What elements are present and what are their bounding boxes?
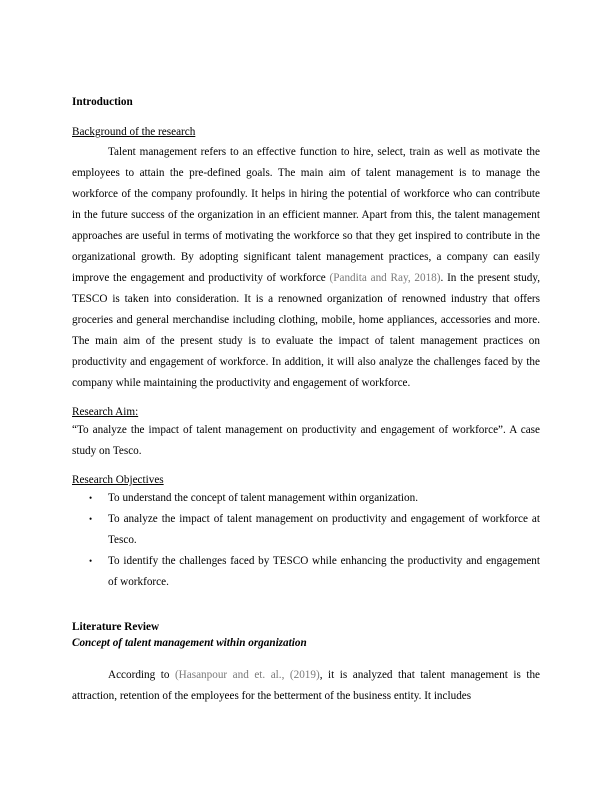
list-item <box>89 488 540 509</box>
research-aim-text: “To analyze the impact of talent management on productivity and engagement of workforce”. A case study on Tesco. <box>72 424 540 457</box>
bullet-icon: • <box>89 493 93 503</box>
bullet-icon: • <box>89 514 93 524</box>
literature-paragraph <box>72 665 540 707</box>
list-item <box>89 551 540 593</box>
literature-text-part2: , it is analyzed that talent management is the attraction, retention of the employees for the betterment of the business entity. It includes <box>72 669 540 702</box>
research-aim-heading: Research Aim: <box>72 406 139 418</box>
objective-text: To understand the concept of talent management within organization. <box>108 492 418 504</box>
background-text-part2: . In the present study, TESCO is taken into consideration. It is a renowned organization of renowned industry that offers groceries and general merchandise including clothing, mobile, home appliances, accessories and more. The main aim of the present study is to evaluate the impact of talent management practices on productivity and engagement of workforce. In addition, it will also analyze the challenges faced by the company while maintaining the productivity and engagement of workforce. <box>72 272 540 389</box>
objective-text: To identify the challenges faced by TESCO while enhancing the productivity and engagement of workforce. <box>108 555 540 588</box>
objectives-list <box>72 488 540 593</box>
introduction-heading: Introduction <box>72 96 133 108</box>
background-text-part1: Talent management refers to an effective function to hire, select, train as well as motivate the employees to attain the pre-defined goals. The main aim of talent management is to manage the workforce of the company profoundly. It helps in hiring the potential of workforce who can contribute in the future success of the organization in an efficient manner. Apart from this, the talent management approaches are useful in terms of motivating the workforce so that they get inspired to contribute in the organizational growth. By adopting significant talent management practices, a company can easily improve the engagement and productivity of workforce <box>72 146 540 284</box>
page-content <box>72 94 540 707</box>
background-paragraph <box>72 142 540 394</box>
list-item <box>89 509 540 551</box>
citation-pandita: (Pandita and Ray, 2018) <box>329 272 441 284</box>
literature-text-part1: According to <box>108 669 175 681</box>
citation-hasanpour: (Hasanpour and et. al., (2019) <box>174 669 320 681</box>
objective-text: To analyze the impact of talent management on productivity and engagement of workforce at Tesco. <box>108 513 540 546</box>
bullet-icon: • <box>89 556 93 566</box>
literature-subheading: Concept of talent management within organization <box>72 637 307 649</box>
research-objectives-heading: Research Objectives <box>72 474 164 486</box>
literature-review-heading: Literature Review <box>72 621 160 633</box>
background-heading: Background of the research <box>72 126 196 138</box>
